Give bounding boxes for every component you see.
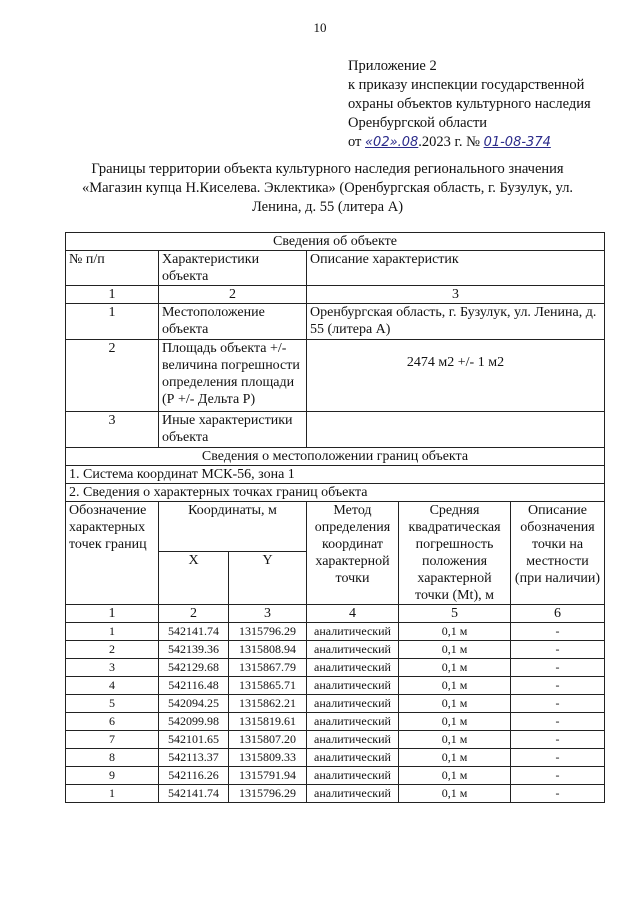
point-y: 1315819.61 [229, 713, 307, 731]
point-method: аналитический [307, 677, 399, 695]
index-cell: 2 [159, 286, 307, 304]
index-cell: 1 [66, 605, 159, 623]
handwritten-date: «02».08 [365, 135, 419, 150]
col-x-header: X [159, 552, 229, 605]
point-x: 542094.25 [159, 695, 229, 713]
coordinate-system: 1. Система координат МСК-56, зона 1 [66, 466, 605, 484]
point-marker: - [511, 695, 605, 713]
point-method: аналитический [307, 731, 399, 749]
point-number: 1 [66, 785, 159, 803]
index-cell: 3 [229, 605, 307, 623]
point-number: 6 [66, 713, 159, 731]
point-error: 0,1 м [399, 659, 511, 677]
point-number: 2 [66, 641, 159, 659]
col-y-header: Y [229, 552, 307, 605]
point-y: 1315808.94 [229, 641, 307, 659]
point-method: аналитический [307, 695, 399, 713]
appendix-line: к приказу инспекции государственной [348, 77, 585, 93]
point-x: 542099.98 [159, 713, 229, 731]
point-x: 542116.26 [159, 767, 229, 785]
point-y: 1315807.20 [229, 731, 307, 749]
point-number: 9 [66, 767, 159, 785]
point-number: 4 [66, 677, 159, 695]
point-error: 0,1 м [399, 785, 511, 803]
point-error: 0,1 м [399, 767, 511, 785]
point-x: 542101.65 [159, 731, 229, 749]
object-row-area: 2474 м2 +/- 1 м2 [307, 340, 605, 412]
table-row [66, 731, 605, 749]
object-row-characteristic: Иные характеристики объекта [159, 412, 307, 448]
col-point-header: Обозначение характерных точек границ [66, 502, 159, 605]
point-number: 3 [66, 659, 159, 677]
point-marker: - [511, 641, 605, 659]
point-error: 0,1 м [399, 749, 511, 767]
point-y: 1315862.21 [229, 695, 307, 713]
point-method: аналитический [307, 767, 399, 785]
appendix-header [348, 57, 638, 152]
index-cell: 2 [159, 605, 229, 623]
point-method: аналитический [307, 749, 399, 767]
object-row-description [307, 412, 605, 448]
col-method-header: Метод определения координат характерной точки [307, 502, 399, 605]
table-row [66, 677, 605, 695]
object-row-number: 3 [66, 412, 159, 448]
point-x: 542139.36 [159, 641, 229, 659]
point-y: 1315865.71 [229, 677, 307, 695]
point-marker: - [511, 659, 605, 677]
point-error: 0,1 м [399, 713, 511, 731]
point-number: 8 [66, 749, 159, 767]
point-error: 0,1 м [399, 695, 511, 713]
table-row [66, 767, 605, 785]
location-section-title: Сведения о местоположении границ объекта [66, 448, 605, 466]
point-x: 542113.37 [159, 749, 229, 767]
point-number: 1 [66, 623, 159, 641]
point-error: 0,1 м [399, 677, 511, 695]
table-row [66, 695, 605, 713]
col-coordinates-header: Координаты, м [159, 502, 307, 552]
table-row [66, 623, 605, 641]
point-error: 0,1 м [399, 641, 511, 659]
point-number: 7 [66, 731, 159, 749]
table-row [66, 749, 605, 767]
table-row [66, 659, 605, 677]
point-y: 1315809.33 [229, 749, 307, 767]
point-x: 542141.74 [159, 785, 229, 803]
object-section-title: Сведения об объекте [66, 233, 605, 251]
col-characteristic-header: Характеристики объекта [159, 251, 307, 286]
point-y: 1315867.79 [229, 659, 307, 677]
index-cell: 4 [307, 605, 399, 623]
object-row-number: 2 [66, 340, 159, 412]
col-number-header: № п/п [66, 251, 159, 286]
object-row-characteristic: Площадь объекта +/- величина погрешности определения площади (Р +/- Дельта Р) [159, 340, 307, 412]
point-method: аналитический [307, 785, 399, 803]
point-marker: - [511, 623, 605, 641]
point-y: 1315796.29 [229, 785, 307, 803]
index-cell: 1 [66, 286, 159, 304]
col-description-header: Описание характеристик [307, 251, 605, 286]
object-row-description: Оренбургская область, г. Бузулук, ул. Ленина, д. 55 (литера А) [307, 304, 605, 340]
point-method: аналитический [307, 713, 399, 731]
date-year: .2023 г. № [418, 134, 480, 150]
point-marker: - [511, 677, 605, 695]
table-row [66, 713, 605, 731]
index-cell: 3 [307, 286, 605, 304]
point-marker: - [511, 785, 605, 803]
point-y: 1315791.94 [229, 767, 307, 785]
date-prefix: от [348, 134, 362, 150]
title-line: Ленина, д. 55 (литера А) [251, 199, 404, 215]
boundary-table [65, 232, 605, 803]
title-line: Границы территории объекта культурного наследия регионального значения [91, 161, 564, 177]
points-body [66, 623, 605, 803]
table-row [66, 641, 605, 659]
appendix-title: Приложение 2 [348, 58, 437, 74]
point-x: 542116.48 [159, 677, 229, 695]
point-method: аналитический [307, 641, 399, 659]
point-marker: - [511, 767, 605, 785]
point-x: 542141.74 [159, 623, 229, 641]
document-title [55, 160, 600, 217]
appendix-line: Оренбургской области [348, 115, 488, 131]
point-marker: - [511, 749, 605, 767]
point-marker: - [511, 731, 605, 749]
order-date-line [348, 133, 638, 152]
object-row-characteristic: Местоположение объекта [159, 304, 307, 340]
col-marker-header: Описание обозначения точки на местности (при наличии) [511, 502, 605, 605]
point-method: аналитический [307, 623, 399, 641]
point-error: 0,1 м [399, 731, 511, 749]
object-row-number: 1 [66, 304, 159, 340]
points-section-title: 2. Сведения о характерных точках границ объекта [66, 484, 605, 502]
page-number: 10 [313, 20, 327, 35]
appendix-line: охраны объектов культурного наследия [348, 96, 591, 112]
point-method: аналитический [307, 659, 399, 677]
col-error-header: Средняя квадратическая погрешность положения характерной точки (Mt), м [399, 502, 511, 605]
point-y: 1315796.29 [229, 623, 307, 641]
index-cell: 5 [399, 605, 511, 623]
index-cell: 6 [511, 605, 605, 623]
table-row [66, 785, 605, 803]
point-number: 5 [66, 695, 159, 713]
title-line: «Магазин купца Н.Киселева. Эклектика» (Оренбургская область, г. Бузулук, ул. [81, 180, 574, 196]
point-x: 542129.68 [159, 659, 229, 677]
point-marker: - [511, 713, 605, 731]
handwritten-order-number: 01-08-374 [483, 135, 551, 150]
point-error: 0,1 м [399, 623, 511, 641]
